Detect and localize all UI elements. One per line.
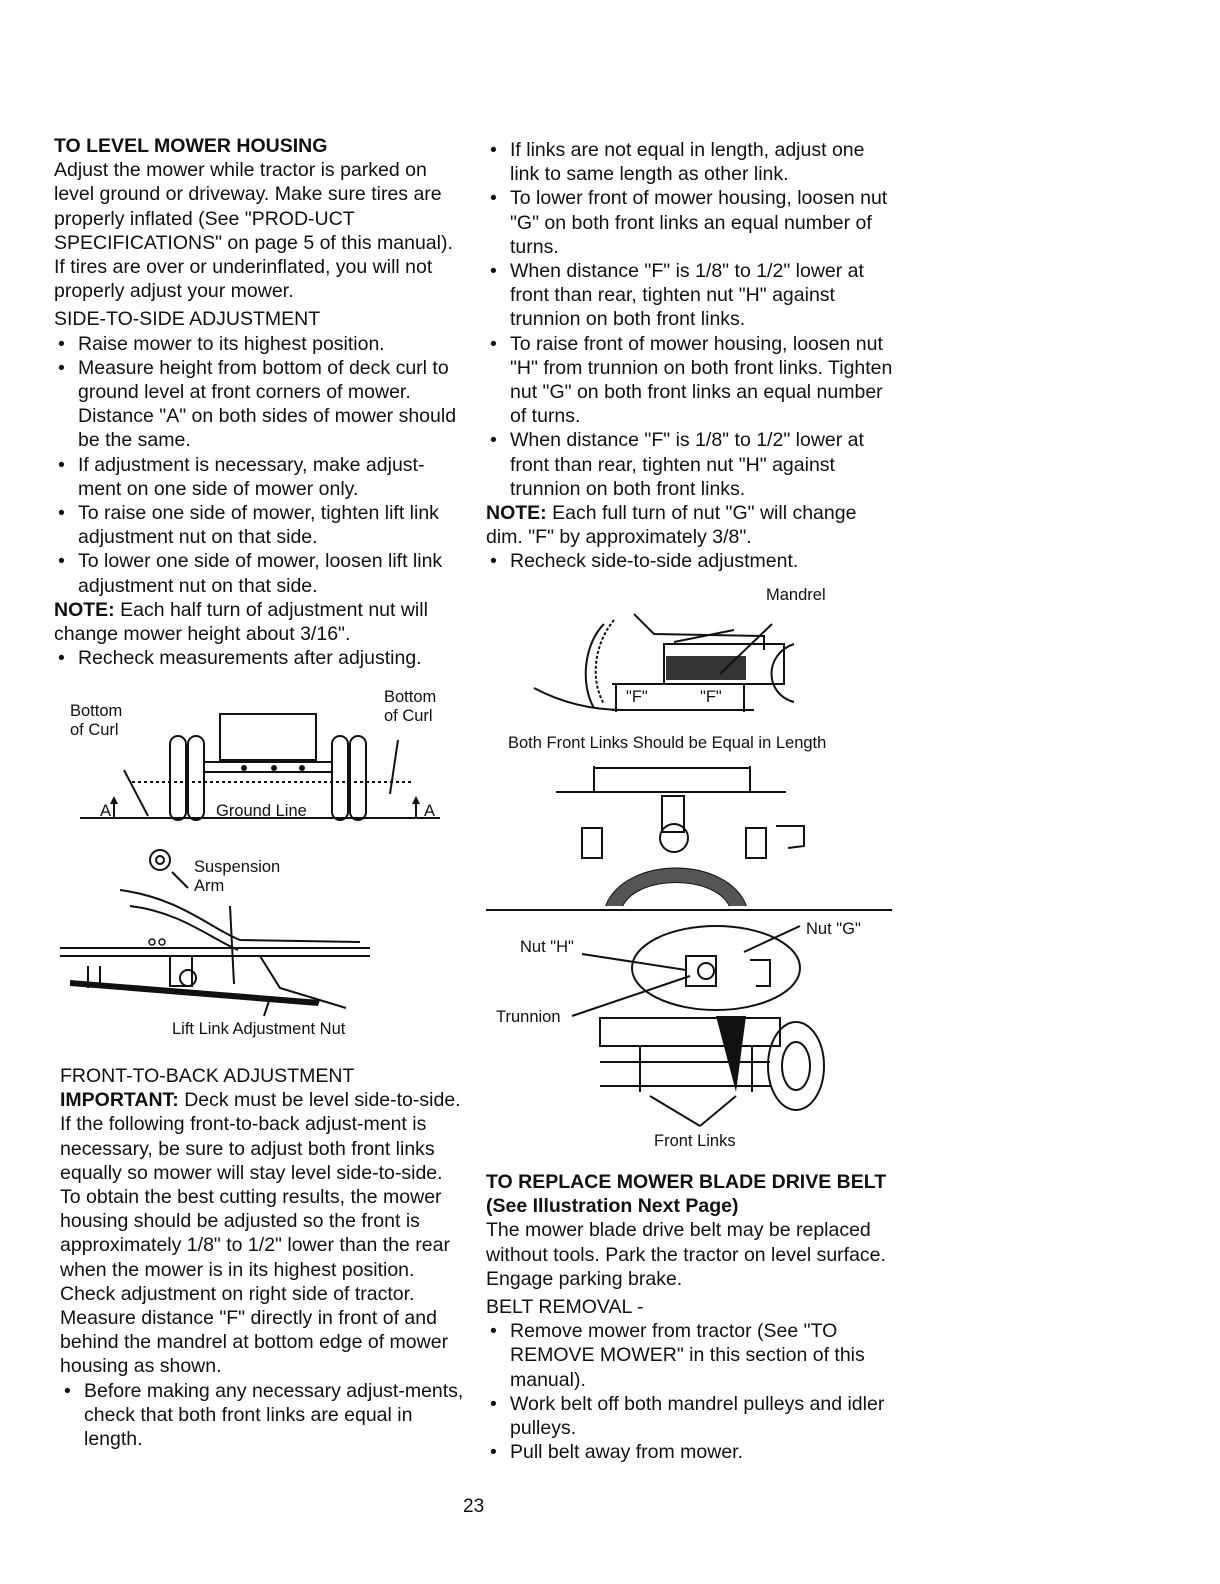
level-intro-text: Adjust the mower while tractor is parked on level ground or driveway. Make sure tires are properly inflated (See "PROD-UCT SPECIFICATIONS" on page 5 of this manual). If tires are over or underinflated, you will not properly adjust your mower. bbox=[54, 159, 453, 303]
side-to-side-figure bbox=[60, 684, 470, 834]
right-column bbox=[486, 138, 896, 574]
replace-belt-heading: TO REPLACE MOWER BLADE DRIVE BELT (See Illustration Next Page) bbox=[486, 1171, 887, 1218]
page-number: 23 bbox=[463, 1496, 485, 1517]
list-item: • Measure height from bottom of deck curl to ground level at front corners of mower. Distance "A" on both sides of mower should be the same. bbox=[54, 356, 464, 453]
list-item: • To lower front of mower housing, loosen nut "G" on both front links an equal number of turns. bbox=[486, 186, 896, 259]
before-list bbox=[60, 1379, 470, 1452]
note-text: Each half turn of adjustment nut will change mower height about 3/16". bbox=[54, 598, 428, 646]
nut-h-label: Nut "H" bbox=[520, 938, 574, 956]
mandrel-figure bbox=[524, 584, 874, 734]
bottom-curl-right-label: Bottom of Curl bbox=[384, 688, 437, 725]
important-text: Deck must be level side-to-side. If the following front-to-back adjust-ment is necessary, be sure to adjust both front links equally so mower will stay level side-to-side. bbox=[60, 1089, 461, 1184]
distance-f-front-label: "F" bbox=[626, 688, 648, 706]
note-paragraph bbox=[486, 501, 896, 549]
lift-link-nut-label: Lift Link Adjustment Nut bbox=[172, 1020, 346, 1038]
right-column-lower bbox=[486, 1170, 896, 1464]
side-to-side-heading: SIDE-TO-SIDE ADJUSTMENT bbox=[54, 308, 321, 331]
belt-intro-text: The mower blade drive belt may be replaced without tools. Park the tractor on level surface. Engage parking brake. bbox=[486, 1219, 886, 1290]
list-item: • Pull belt away from mower. bbox=[486, 1440, 896, 1464]
important-label: IMPORTANT: bbox=[60, 1089, 179, 1112]
list-item: • Recheck side-to-side adjustment. bbox=[486, 549, 896, 573]
list-item: • Remove mower from tractor (See "TO REMOVE MOWER" in this section of this manual). bbox=[486, 1319, 896, 1392]
list-item: • When distance "F" is 1/8" to 1/2" lower at front than rear, tighten nut "H" against trunnion on both front links. bbox=[486, 259, 896, 332]
front-to-back-heading: FRONT-TO-BACK ADJUSTMENT bbox=[60, 1065, 355, 1087]
suspension-figure bbox=[60, 838, 470, 1048]
distance-a-left-label: A bbox=[100, 802, 112, 820]
list-item: • Work belt off both mandrel pulleys and idler pulleys. bbox=[486, 1392, 896, 1440]
list-item: • To raise one side of mower, tighten lift link adjustment nut on that side. bbox=[54, 501, 464, 549]
ground-line-label: Ground Line bbox=[216, 802, 307, 820]
distance-f-rear-label: "F" bbox=[700, 688, 722, 706]
list-item: • When distance "F" is 1/8" to 1/2" lower at front than rear, tighten nut "H" against trunnion on both front links. bbox=[486, 428, 896, 501]
list-item: • If links are not equal in length, adjust one link to same length as other link. bbox=[486, 138, 896, 186]
mandrel-side-view-drawing bbox=[524, 584, 874, 734]
important-paragraph bbox=[60, 1088, 470, 1185]
front-links-figure bbox=[486, 756, 892, 916]
list-item: • If adjustment is necessary, make adjust-ment on one side of mower only. bbox=[54, 453, 464, 501]
note-text: Each full turn of nut "G" will change dim. "F" by approximately 3/8". bbox=[486, 502, 857, 549]
belt-removal-list bbox=[486, 1319, 896, 1464]
front-links-equal-caption: Both Front Links Should be Equal in Length bbox=[508, 734, 827, 752]
links-adjust-list bbox=[486, 138, 896, 501]
nuts-figure bbox=[490, 916, 890, 1156]
note-label: NOTE: bbox=[54, 598, 115, 621]
distance-a-right-label: A bbox=[424, 802, 436, 820]
recheck-list bbox=[486, 549, 896, 573]
list-item: • Recheck measurements after adjusting. bbox=[54, 646, 464, 670]
bottom-curl-left-label: Bottom of Curl bbox=[70, 702, 123, 739]
front-links-drawing bbox=[486, 756, 892, 916]
note-label: NOTE: bbox=[486, 502, 547, 525]
list-item: • Before making any necessary adjust-ments, check that both front links are equal in length. bbox=[60, 1379, 470, 1452]
left-column bbox=[54, 134, 464, 670]
front-links-label: Front Links bbox=[654, 1132, 736, 1150]
suspension-arm-label: Suspension Arm bbox=[194, 858, 281, 895]
trunnion-label: Trunnion bbox=[496, 1008, 561, 1026]
belt-removal-heading: BELT REMOVAL - bbox=[486, 1296, 644, 1319]
check-adjustment-paragraph: Check adjustment on right side of tractor. Measure distance "F" directly in front of and behind the mandrel at bottom edge of mower housing as shown. bbox=[60, 1282, 449, 1378]
nut-g-label: Nut "G" bbox=[806, 920, 861, 938]
level-mower-heading: TO LEVEL MOWER HOUSING bbox=[54, 135, 328, 157]
list-item: • To lower one side of mower, loosen lift link adjustment nut on that side. bbox=[54, 549, 464, 597]
list-item: • To raise front of mower housing, loosen nut "H" from trunnion on both front links. Tighten nut "G" on both front links an equal number of turns. bbox=[486, 332, 896, 429]
list-item: • Raise mower to its highest position. bbox=[54, 332, 464, 356]
note-paragraph bbox=[54, 598, 464, 646]
side-to-side-list bbox=[54, 332, 464, 598]
mandrel-label: Mandrel bbox=[766, 586, 826, 604]
left-column-lower bbox=[60, 1064, 470, 1451]
recheck-list bbox=[54, 646, 464, 670]
best-results-paragraph: To obtain the best cutting results, the mower housing should be adjusted so the front is approximately 1/8" to 1/2" lower than the rear when the mower is in its highest position. bbox=[60, 1186, 450, 1281]
